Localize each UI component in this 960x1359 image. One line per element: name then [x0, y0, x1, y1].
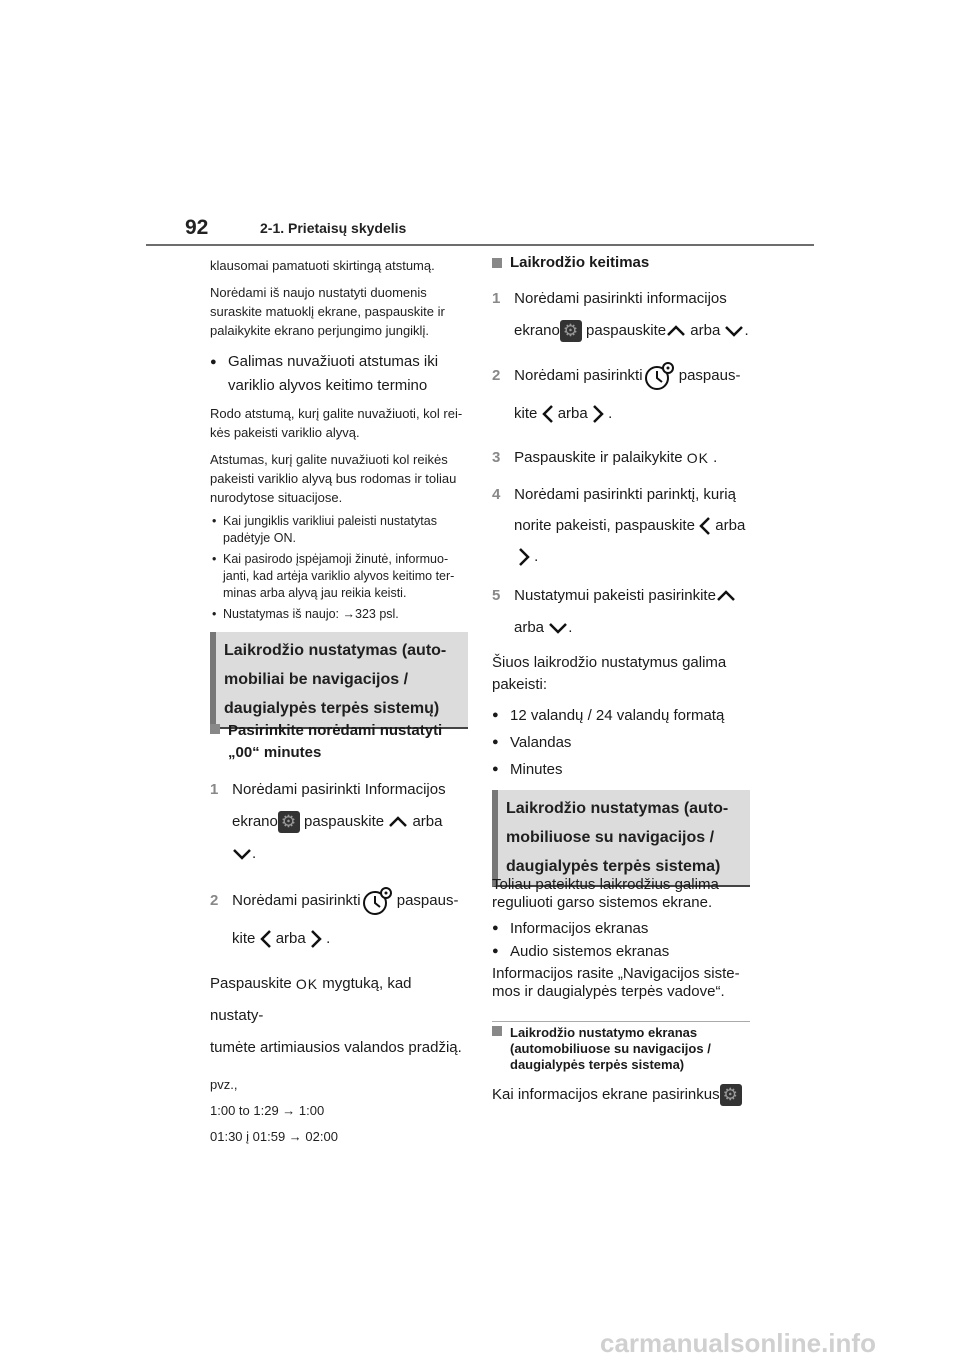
step-text: Nustatymui pakeisti pasirinkite	[514, 587, 716, 605]
chevron-left-icon	[260, 929, 272, 949]
screen-item: ● Audio sistemos ekranas	[492, 940, 750, 963]
left-column-lower	[210, 720, 468, 1150]
step-text: Norėdami pasirinkti informacijos	[514, 290, 727, 307]
step-text: arba	[715, 517, 746, 535]
chevron-right-icon	[518, 547, 530, 567]
step-text: paspauskite	[304, 813, 385, 830]
chevron-left-icon	[542, 404, 554, 424]
chevron-right-icon	[592, 404, 604, 424]
left-column	[210, 256, 468, 627]
step-text: .	[608, 405, 613, 422]
step-number: 2	[492, 367, 501, 384]
oil-distance-heading: ● Galimas nuvažiuoti atstumas iki variklio alyvos keitimo termino	[210, 350, 468, 398]
chevron-down-icon	[724, 325, 744, 337]
watermark: carmanualsonline.info	[600, 1328, 876, 1358]
step-text: ekrano	[232, 813, 278, 830]
step-text: .	[326, 930, 331, 947]
screen-item: ● Informacijos ekranas	[492, 917, 750, 940]
oil-distance-situations: Atstumas, kurį galite nuvažiuoti kol reikės pakeisti variklio alyvą bus rodomas ir toliau nurodytose situacijose.	[210, 452, 457, 505]
step-text: kite	[514, 405, 538, 422]
option-item: ● 12 valandų / 24 valandų formatą	[492, 702, 750, 729]
step-number: 1	[492, 290, 501, 307]
step-text: paspauskite	[586, 322, 667, 339]
clock-settings-icon	[643, 361, 675, 391]
chevron-down-icon	[232, 848, 252, 860]
screen-list	[492, 917, 750, 963]
intro-text-2: Norėdami iš naujo nustatyti duomenis suraskite matuoklį ekrane, paspauskite ir palaikykite ekrano perjungimo jungiklį.	[210, 285, 445, 338]
audio-adjust-text: Toliau pateiktus laikrodžius galima reguliuoti garso sistemos ekrane.	[492, 876, 719, 911]
chevron-up-icon	[388, 816, 408, 828]
chevron-left-icon	[699, 516, 711, 536]
example-label: pvz.,	[210, 1077, 238, 1093]
step-text: .	[744, 322, 749, 339]
clock-setting-screen-heading: Laikrodžio nustatymo ekranas (automobiliuose su navigacijos / daugialypės terpės sistema)	[492, 1021, 750, 1073]
step-text: paspaus-	[396, 892, 459, 909]
settings-gear-icon	[560, 320, 582, 342]
ok-text: tumėte artimiausios valandos pradžią.	[210, 1039, 462, 1057]
step-number: 3	[492, 449, 501, 466]
nav-manual-reference: Informacijos rasite „Navigacijos siste-mos ir daugialypės terpės vadove“.	[492, 965, 740, 1000]
step-text: Norėdami pasirinkti parinktį, kurią	[514, 486, 736, 504]
right-step-4	[492, 479, 750, 572]
header-rule	[146, 244, 814, 246]
left-step-2	[210, 882, 468, 958]
last-line	[492, 1083, 750, 1107]
oil-distance-desc: Rodo atstumą, kurį galite nuvažiuoti, kol rei-kės pakeisti variklio alyvą.	[210, 406, 463, 440]
step-text: paspaus-	[678, 367, 741, 384]
step-text: arba	[514, 619, 545, 637]
ok-text: mygtuką, kad nustaty-	[210, 975, 412, 1025]
step-text: .	[713, 449, 718, 466]
ok-icon: OK	[295, 976, 319, 993]
reset-reference: • Nustatymas iš naujo: →323 psl.	[210, 606, 468, 623]
changeable-settings-list	[492, 702, 750, 783]
right-step-3	[492, 443, 750, 473]
step-number: 2	[210, 892, 219, 909]
section-title: 2-1. Prietaisų skydelis	[260, 220, 407, 236]
option-item: ● Minutes	[492, 756, 750, 783]
sub-heading-set-minutes: Pasirinkite norėdami nustatyti „00“ minutes	[210, 720, 468, 764]
step-text: .	[534, 548, 539, 566]
clock-settings-icon	[361, 886, 393, 916]
step-number: 4	[492, 486, 501, 504]
step-text: .	[568, 619, 573, 637]
step-text: Norėdami pasirinkti	[232, 892, 361, 909]
settings-gear-icon	[278, 811, 300, 833]
step-text: .	[252, 845, 257, 862]
changeable-settings-text: Šiuos laikrodžio nustatymus galima pakeisti:	[492, 654, 727, 694]
right-step-2	[492, 357, 750, 433]
right-column-lower	[492, 876, 750, 1107]
option-item: ● Valandas	[492, 729, 750, 756]
chevron-up-icon	[716, 590, 736, 602]
intro-text-1: klausomai pamatuoti skirtingą atstumą.	[210, 258, 435, 273]
ok-icon: OK	[686, 450, 709, 467]
step-number: 5	[492, 587, 501, 605]
situation-item-2: • Kai pasirodo įspėjamoji žinutė, informuo-janti, kad artėja variklio alyvos keitimo ter-minas arba alyvą jau reikia keisti.	[210, 551, 468, 602]
example-1: 1:00 to 1:29 → 1:00	[210, 1103, 325, 1119]
clock-change-heading: Laikrodžio keitimas	[492, 254, 750, 271]
step-text: arba	[557, 405, 588, 422]
step-text: kite	[232, 930, 256, 947]
step-text: ekrano	[514, 322, 560, 339]
step-text: arba	[275, 930, 306, 947]
left-intro	[210, 256, 468, 340]
step-number: 1	[210, 781, 219, 798]
step-text: arba	[690, 322, 721, 339]
right-column	[492, 254, 750, 783]
settings-gear-icon	[720, 1084, 742, 1106]
page-number: 92	[185, 216, 209, 239]
step-text: arba	[412, 813, 443, 830]
chevron-up-icon	[666, 325, 686, 337]
step-text: norite pakeisti, paspauskite	[514, 517, 695, 535]
step-text: Paspauskite ir palaikykite	[514, 449, 683, 466]
step-text: Norėdami pasirinkti Informacijos	[232, 781, 446, 798]
chevron-down-icon	[548, 622, 568, 634]
left-step-1	[210, 774, 468, 870]
step-text: Norėdami pasirinkti	[514, 367, 643, 384]
ok-text: Paspauskite	[210, 975, 292, 992]
ok-instruction	[210, 968, 468, 1064]
examples	[210, 1072, 468, 1150]
clock-setting-box-no-nav: Laikrodžio nustatymas (auto-mobiliai be navigacijos / daugialypės terpės sistemų)	[210, 632, 468, 729]
example-2: 01:30 į 01:59 → 02:00	[210, 1129, 338, 1145]
chevron-right-icon	[310, 929, 322, 949]
situation-item-1: • Kai jungiklis varikliui paleisti nustatytas padėtyje ON.	[210, 513, 468, 547]
right-step-1	[492, 283, 750, 347]
clock-setting-box-with-nav: Laikrodžio nustatymas (auto-mobiliuose su navigacijos / daugialypės terpės sistema)	[492, 790, 750, 887]
right-step-5	[492, 580, 750, 644]
last-line-text: Kai informacijos ekrane pasirinkus	[492, 1086, 720, 1103]
